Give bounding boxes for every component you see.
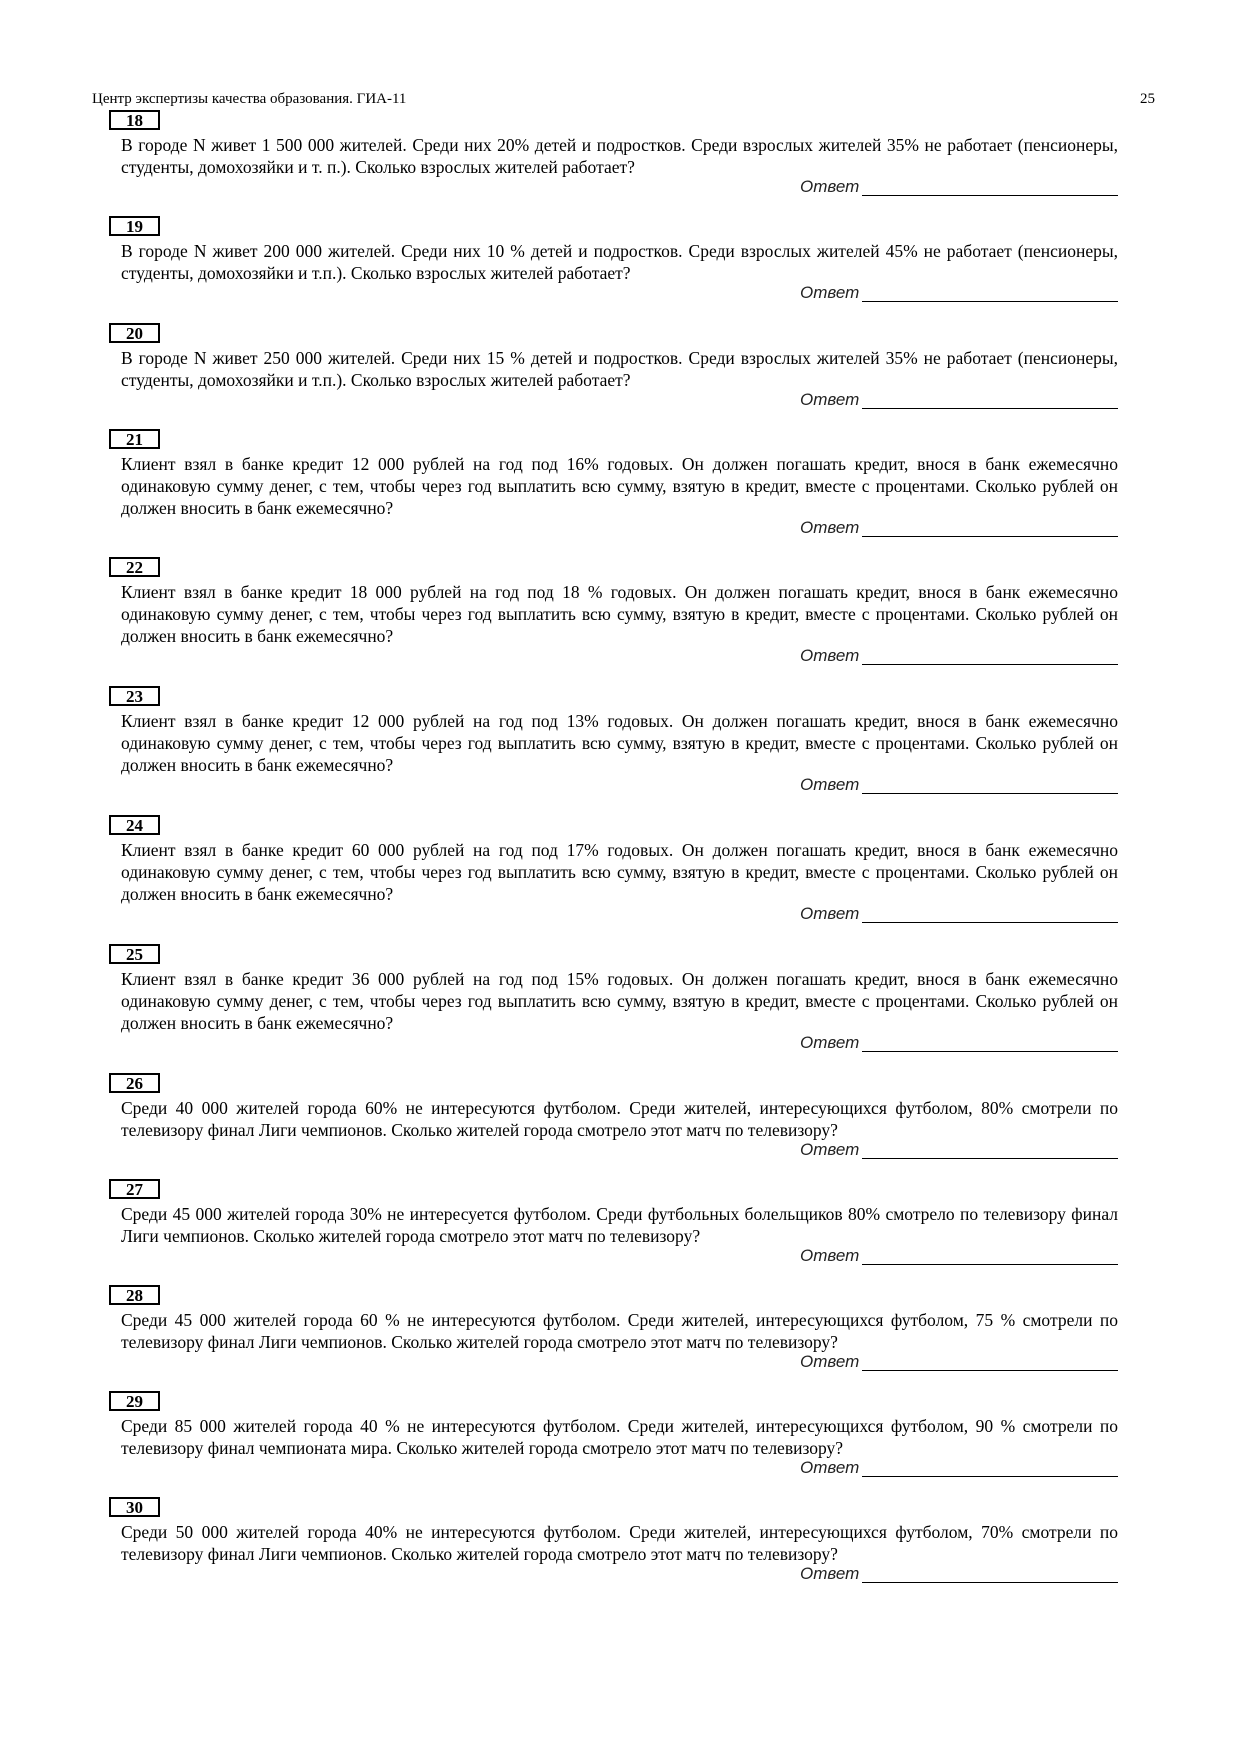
problem-text: Клиент взял в банке кредит 36 000 рублей на год под 15% годовых. Он должен погашать кредит, внося в банк ежемесячно одинаковую сумму денег, с тем, чтобы через год выплатить всю сумму, взятую в кредит, вместе с процентами. Сколько рублей он должен вносить в банк ежемесячно? xyxy=(121,969,1118,1033)
problem-number-box: 26 xyxy=(109,1073,160,1093)
answer-field[interactable] xyxy=(780,1457,1118,1479)
answer-line[interactable] xyxy=(862,301,1118,302)
answer-line[interactable] xyxy=(862,1158,1118,1159)
answer-field[interactable] xyxy=(780,389,1118,411)
problem-number-box: 20 xyxy=(109,323,160,343)
answer-field[interactable] xyxy=(780,282,1118,304)
answer-label: Ответ xyxy=(800,1352,860,1371)
answer-line[interactable] xyxy=(862,793,1118,794)
page-number: 25 xyxy=(1140,91,1155,107)
answer-field[interactable] xyxy=(780,1139,1118,1161)
answer-label: Ответ xyxy=(800,646,860,665)
problem-number-box: 24 xyxy=(109,815,160,835)
problem-text: Среди 45 000 жителей города 30% не интересуется футболом. Среди футбольных болельщиков 80% смотрело по телевизору финал Лиги чемпионов. Сколько жителей города смотрело этот матч по телевизору? xyxy=(121,1204,1118,1246)
answer-label: Ответ xyxy=(800,1140,860,1159)
answer-line[interactable] xyxy=(862,1264,1118,1265)
answer-label: Ответ xyxy=(800,904,860,923)
answer-line[interactable] xyxy=(862,195,1118,196)
problem-number-box: 23 xyxy=(109,686,160,706)
answer-line[interactable] xyxy=(862,536,1118,537)
answer-field[interactable] xyxy=(780,1245,1118,1267)
answer-line[interactable] xyxy=(862,1051,1118,1052)
problem-text: Среди 40 000 жителей города 60% не интересуются футболом. Среди жителей, интересующихся футболом, 80% смотрели по телевизору финал Лиги чемпионов. Сколько жителей города смотрело этот матч по телевизору? xyxy=(121,1098,1118,1140)
answer-label: Ответ xyxy=(800,283,860,302)
problem-number-box: 25 xyxy=(109,944,160,964)
problem-number-box: 18 xyxy=(109,110,160,130)
problem-text: Клиент взял в банке кредит 18 000 рублей на год под 18 % годовых. Он должен погашать кредит, внося в банк ежемесячно одинаковую сумму денег, с тем, чтобы через год выплатить всю сумму, взятую в кредит, вместе с процентами. Сколько рублей он должен вносить в банк ежемесячно? xyxy=(121,582,1118,646)
problem-number-box: 21 xyxy=(109,429,160,449)
problem-number-box: 28 xyxy=(109,1285,160,1305)
problem-number-box: 22 xyxy=(109,557,160,577)
answer-label: Ответ xyxy=(800,1033,860,1052)
answer-label: Ответ xyxy=(800,1246,860,1265)
problem-text: Среди 50 000 жителей города 40% не интересуются футболом. Среди жителей, интересующихся футболом, 70% смотрели по телевизору финал Лиги чемпионов. Сколько жителей города смотрело этот матч по телевизору? xyxy=(121,1522,1118,1564)
header-title: Центр экспертизы качества образования. ГИА-11 xyxy=(92,91,407,107)
answer-line[interactable] xyxy=(862,1582,1118,1583)
answer-label: Ответ xyxy=(800,1564,860,1583)
problem-number-box: 29 xyxy=(109,1391,160,1411)
problem-text: Клиент взял в банке кредит 12 000 рублей на год под 16% годовых. Он должен погашать кредит, внося в банк ежемесячно одинаковую сумму денег, с тем, чтобы через год выплатить всю сумму, взятую в кредит, вместе с процентами. Сколько рублей он должен вносить в банк ежемесячно? xyxy=(121,454,1118,518)
problem-text: Клиент взял в банке кредит 12 000 рублей на год под 13% годовых. Он должен погашать кредит, внося в банк ежемесячно одинаковую сумму денег, с тем, чтобы через год выплатить всю сумму, взятую в кредит, вместе с процентами. Сколько рублей он должен вносить в банк ежемесячно? xyxy=(121,711,1118,775)
answer-field[interactable] xyxy=(780,1563,1118,1585)
answer-line[interactable] xyxy=(862,664,1118,665)
answer-field[interactable] xyxy=(780,774,1118,796)
answer-field[interactable] xyxy=(780,1032,1118,1054)
answer-label: Ответ xyxy=(800,1458,860,1477)
answer-field[interactable] xyxy=(780,1351,1118,1373)
problem-text: Среди 85 000 жителей города 40 % не интересуются футболом. Среди жителей, интересующихся футболом, 90 % смотрели по телевизору финал чемпионата мира. Сколько жителей города смотрело этот матч по телевизору? xyxy=(121,1416,1118,1458)
answer-label: Ответ xyxy=(800,775,860,794)
problem-text: Среди 45 000 жителей города 60 % не интересуются футболом. Среди жителей, интересующихся футболом, 75 % смотрели по телевизору финал Лиги чемпионов. Сколько жителей города смотрело этот матч по телевизору? xyxy=(121,1310,1118,1352)
problem-number-box: 27 xyxy=(109,1179,160,1199)
problem-number-box: 19 xyxy=(109,216,160,236)
problem-text: В городе N живет 1 500 000 жителей. Среди них 20% детей и подростков. Среди взрослых жителей 35% не работает (пенсионеры, студенты, домохозяйки и т. п.). Сколько взрослых жителей работает? xyxy=(121,135,1118,177)
answer-line[interactable] xyxy=(862,1370,1118,1371)
answer-line[interactable] xyxy=(862,408,1118,409)
answer-label: Ответ xyxy=(800,390,860,409)
problem-number-box: 30 xyxy=(109,1497,160,1517)
answer-field[interactable] xyxy=(780,903,1118,925)
answer-line[interactable] xyxy=(862,922,1118,923)
problem-text: В городе N живет 200 000 жителей. Среди них 10 % детей и подростков. Среди взрослых жителей 45% не работает (пенсионеры, студенты, домохозяйки и т.п.). Сколько взрослых жителей работает? xyxy=(121,241,1118,283)
answer-label: Ответ xyxy=(800,177,860,196)
answer-line[interactable] xyxy=(862,1476,1118,1477)
answer-field[interactable] xyxy=(780,176,1118,198)
answer-field[interactable] xyxy=(780,517,1118,539)
problem-text: В городе N живет 250 000 жителей. Среди них 15 % детей и подростков. Среди взрослых жителей 35% не работает (пенсионеры, студенты, домохозяйки и т.п.). Сколько взрослых жителей работает? xyxy=(121,348,1118,390)
answer-label: Ответ xyxy=(800,518,860,537)
answer-field[interactable] xyxy=(780,645,1118,667)
problem-text: Клиент взял в банке кредит 60 000 рублей на год под 17% годовых. Он должен погашать кредит, внося в банк ежемесячно одинаковую сумму денег, с тем, чтобы через год выплатить всю сумму, взятую в кредит, вместе с процентами. Сколько рублей он должен вносить в банк ежемесячно? xyxy=(121,840,1118,904)
